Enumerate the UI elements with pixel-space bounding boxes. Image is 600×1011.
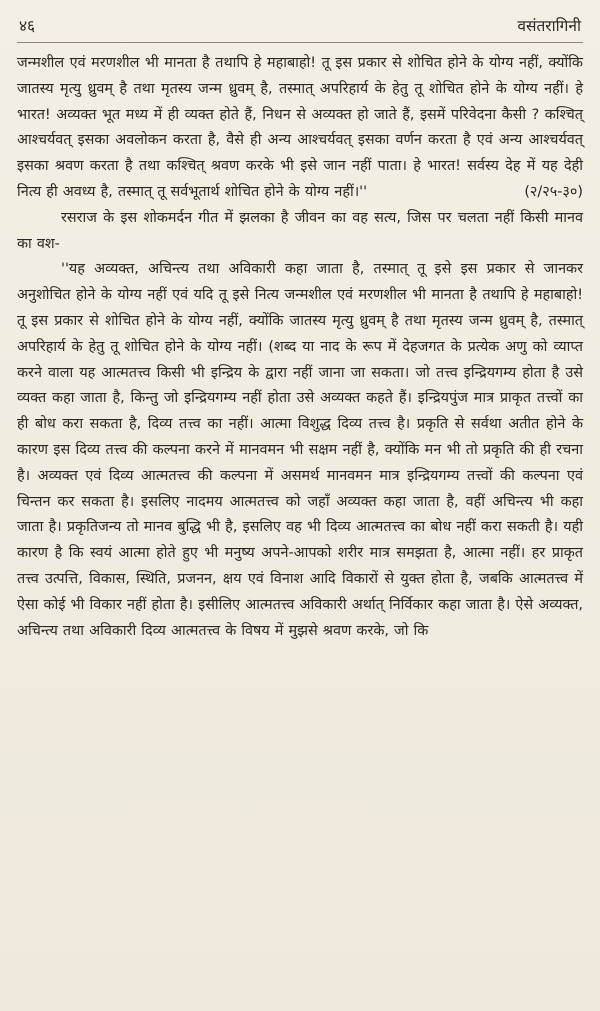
page-number: ४६ [19,17,36,35]
paragraph-verse-translation [17,51,583,206]
body-text [17,51,583,644]
book-title: वसंतरागिनी [517,17,581,35]
verse-citation: (२/२५-३०) [524,183,583,200]
paragraph-commentary [17,257,583,644]
running-header [17,16,583,43]
paragraph-text: ''यह अव्यक्त, अचिन्त्य तथा अविकारी कहा जाता है, तस्मात् तू इसे इस प्रकार से जानकर अनुशोचित होने के योग्य नहीं एवं यदि तू इसे नित्य जन्मशील एवं मरणशील भी मानता है तथापि हे महाबाहो! तू इस प्रकार से शोचित होने के योग्य नहीं, क्योंकि जातस्य मृत्यु ध्रुवम् है तथा मृतस्य जन्म ध्रुवम् है, तस्मात् अपरिहार्य के हेतु तू शोचित होने के योग्य नहीं। (शब्द या नाद के रूप में देहजगत के प्रत्येक अणु को व्याप्त करने वाला यह आत्मतत्त्व किसी भी इन्द्रिय के द्वारा नहीं जाना जा सकता। जो तत्त्व इन्द्रियगम्य होता है उसे व्यक्त कहा जाता है, किन्तु जो इन्द्रियगम्य नहीं होता उसे अव्यक्त कहते हैं। इन्द्रियपुंज मात्र प्राकृत तत्त्वों का ही बोध करा सकता है, दिव्य तत्त्व का नहीं। आत्मा विशुद्ध दिव्य तत्त्व है। प्रकृति से सर्वथा अतीत होने के कारण इस दिव्य तत्त्व की कल्पना करने में मानवमन भी सक्षम नहीं है, क्योंकि मन भी तो प्रकृति की ही रचना है। अव्यक्त एवं दिव्य आत्मतत्त्व की कल्पना में असमर्थ मानवमन मात्र इन्द्रियगम्य तत्त्वों की कल्पना एवं चिन्तन कर सकता है। इसलिए नादमय आत्मतत्त्व को जहाँ अव्यक्त कहा जाता है, वहीं अचिन्त्य भी कहा जाता है। प्रकृतिजन्य तो मानव बुद्धि भी है, इसलिए वह भी दिव्य आत्मतत्त्व का बोध नहीं करा सकती है। यही कारण है कि स्वयं आत्मा होते हुए भी मनुष्य अपने-आपको शरीर मात्र समझता है, आत्मा नहीं। हर प्राकृत तत्त्व उत्पत्ति, विकास, स्थिति, प्रजनन, क्षय एवं विनाश आदि विकारों से युक्त होता है, जबकि आत्मतत्त्व में ऐसा कोई भी विकार नहीं होता है। इसीलिए आत्मतत्त्व अविकारी अर्थात् निर्विकार कहा जाता है। ऐसे अव्यक्त, अचिन्त्य तथा अविकारी दिव्य आत्मतत्त्व के विषय में मुझसे श्रवण करके, जो कि [17,261,583,639]
paragraph-text: जन्मशील एवं मरणशील भी मानता है तथापि हे महाबाहो! तू इस प्रकार से शोचित होने के योग्य नहीं, क्योंकि जातस्य मृत्यु ध्रुवम् है तथा मृतस्य जन्म ध्रुवम् है, तस्मात् अपरिहार्य के हेतु तू शोचित होने के योग्य नहीं। हे भारत! अव्यक्त भूत मध्य में ही व्यक्त होते हैं, निधन से अव्यक्त हो जाते हैं, इसमें परिवेदना कैसी ? कश्चित् आश्चर्यवत् इसका अवलोकन करता है, वैसे ही अन्य आश्चर्यवत् इसका वर्णन करता है एवं अन्य आश्चर्यवत् इसका श्रवण करता है तथा कश्चित् श्रवण करके भी इसे जान नहीं पाता। हे भारत! सर्वस्य देह में यह देही नित्य ही अवध्य है, तस्मात् तू सर्वभूतार्थ शोचित होने के योग्य नहीं।'' [17,55,583,200]
paragraph-text: रसराज के इस शोकमर्दन गीत में झलका है जीवन का वह सत्य, जिस पर चलता नहीं किसी मानव का वश- [17,209,583,252]
paragraph-intro [17,206,583,258]
